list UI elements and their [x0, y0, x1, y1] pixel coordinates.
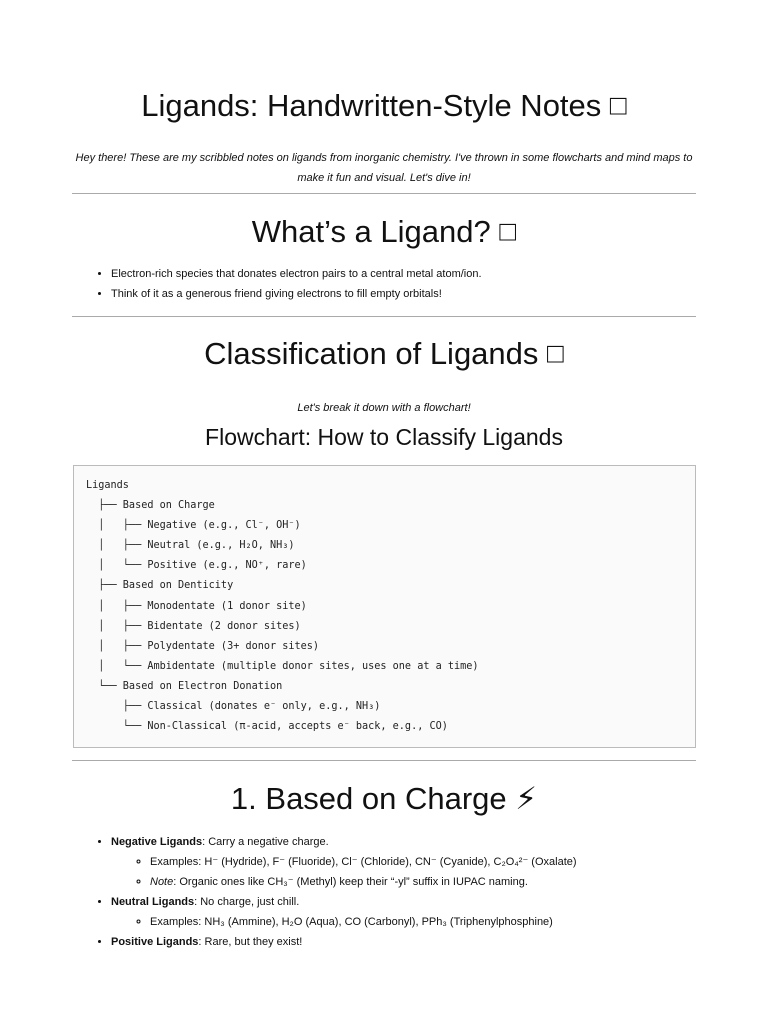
note-text: : Organic ones like CH₃⁻ (Methyl) keep their “-yl” suffix in IUPAC naming.	[173, 876, 528, 888]
flowchart-line: │ ├── Neutral (e.g., H₂O, NH₃)	[86, 540, 295, 552]
section-heading-classification	[72, 336, 696, 372]
neutral-sublist	[111, 912, 696, 932]
flowchart-line: └── Based on Electron Donation	[86, 680, 283, 692]
charge-list	[72, 832, 696, 952]
missing-glyph-icon: □	[547, 337, 564, 369]
intro-text: Hey there! These are my scribbled notes on ligands from inorganic chemistry. I've thrown in some flowcharts and mind maps to make it fun and visual. Let's dive in!	[75, 152, 693, 184]
flowchart-line: │ ├── Monodentate (1 donor site)	[86, 600, 307, 612]
missing-glyph-icon: □	[609, 89, 627, 121]
section-heading-text: 1. Based on Charge	[230, 781, 507, 816]
list-item-positive	[111, 932, 696, 952]
positive-ligands-text: : Rare, but they exist!	[198, 936, 303, 948]
list-item: • Think of it as a generous friend giving electrons to fill empty orbitals!	[111, 284, 696, 304]
neutral-ligands-label: Neutral Ligands	[111, 896, 195, 908]
flowchart-title: Flowchart: How to Classify Ligands	[205, 424, 563, 450]
flowchart-line: │ └── Positive (e.g., NO⁺, rare)	[86, 560, 307, 572]
negative-ligands-label: Negative Ligands	[111, 836, 203, 848]
section-heading-what	[72, 214, 696, 250]
divider	[72, 193, 696, 194]
list-item-negative	[111, 832, 696, 892]
flowchart-line: │ └── Ambidentate (multiple donor sites, uses one at a time)	[86, 660, 479, 672]
lightning-icon: ⚡	[515, 781, 538, 816]
classification-subtitle: Let's break it down with a flowchart!	[297, 402, 471, 414]
positive-ligands-label: Positive Ligands	[111, 936, 199, 948]
neutral-ligands-text: : No charge, just chill.	[194, 896, 300, 908]
negative-ligands-text: : Carry a negative charge.	[202, 836, 329, 848]
note-label: Note	[150, 876, 174, 888]
flowchart-line: ├── Classical (donates e⁻ only, e.g., NH₃)	[86, 701, 381, 713]
list-item-neutral	[111, 892, 696, 932]
page-title-text: Ligands: Handwritten-Style Notes	[141, 88, 602, 123]
flowchart-line: ├── Based on Denticity	[86, 580, 234, 592]
flowchart-line: ├── Based on Charge	[86, 500, 215, 512]
page-title	[72, 88, 696, 124]
flowchart-line: │ ├── Negative (e.g., Cl⁻, OH⁻)	[86, 520, 301, 532]
what-bullet-list	[72, 264, 696, 304]
list-item	[150, 872, 696, 892]
missing-glyph-icon: □	[499, 215, 517, 247]
flowchart-line: │ ├── Bidentate (2 donor sites)	[86, 620, 301, 632]
flowchart-line: └── Non-Classical (π-acid, accepts e⁻ back, e.g., CO)	[86, 721, 448, 733]
flowchart-box	[73, 465, 696, 748]
list-item: ◦ Examples: H⁻ (Hydride), F⁻ (Fluoride), Cl⁻ (Chloride), CN⁻ (Cyanide), C₂O₄²⁻ (Oxalate)	[150, 852, 696, 872]
divider	[72, 760, 696, 761]
section-heading-text: What’s a Ligand?	[251, 214, 491, 249]
section-heading-charge	[72, 781, 696, 817]
section-heading-text: Classification of Ligands	[204, 336, 539, 371]
divider	[72, 316, 696, 317]
negative-sublist	[111, 852, 696, 892]
flowchart-line: │ ├── Polydentate (3+ donor sites)	[86, 640, 320, 652]
list-item: ◦ Examples: NH₃ (Ammine), H₂O (Aqua), CO (Carbonyl), PPh₃ (Triphenylphosphine)	[150, 912, 696, 932]
flowchart-line: Ligands	[86, 480, 129, 491]
list-item: • Electron-rich species that donates electron pairs to a central metal atom/ion.	[111, 264, 696, 284]
